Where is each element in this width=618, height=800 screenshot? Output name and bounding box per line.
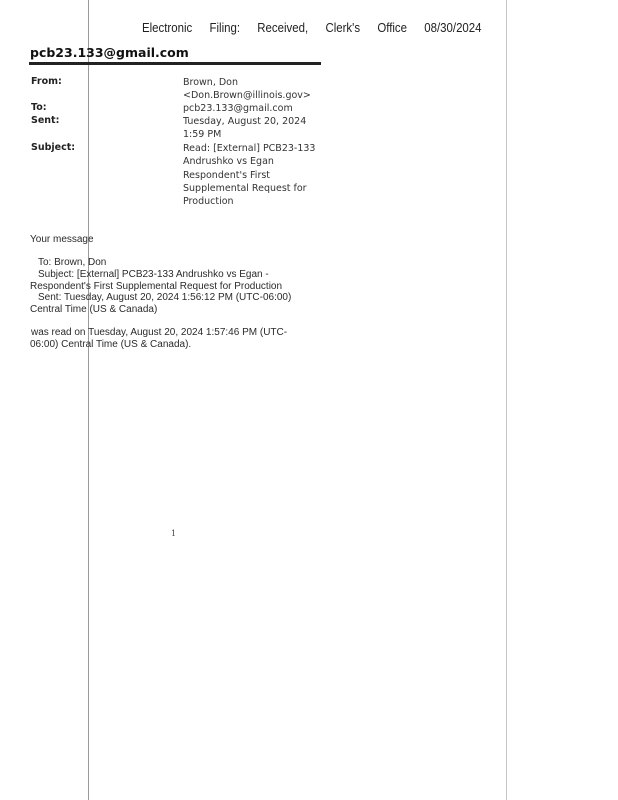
stamp-date: 08/30/2024 [424,20,482,35]
sent-value: Tuesday, August 20, 2024 1:59 PM [183,116,307,141]
stamp-word: Received, [257,20,309,35]
stamp-word: Electronic [142,20,193,35]
stamp-word: Office [377,20,407,35]
message-intro: Your message [30,234,94,245]
message-subject-line: Subject: [External] PCB23-133 Andrushko vs Egan - [38,269,269,280]
subject-label: Subject: [31,142,76,153]
message-subject-line: Respondent's First Supplemental Request for Production [30,281,283,292]
from-label: From: [31,76,62,87]
page-number: 1 [171,529,177,538]
subject-value: Read: [External] PCB23-133 Andrushko vs Egan Respondent's First Supplemental Request for Production [183,143,316,208]
message-to-line: To: Brown, Don [38,257,107,268]
scan-artifact-line-left [88,0,89,800]
account-email: pcb23.133@gmail.com [30,45,189,60]
sent-label: Sent: [31,115,60,126]
filing-stamp [142,20,496,35]
to-label: To: [31,102,47,113]
message-sent-line: Sent: Tuesday, August 20, 2024 1:56:12 PM (UTC-06:00) [38,292,292,303]
message-read-line: was read on Tuesday, August 20, 2024 1:57:46 PM (UTC- [31,327,288,338]
stamp-word: Clerk's [325,20,361,35]
from-value: Brown, Don <Don.Brown@illinois.gov> [183,77,311,102]
stamp-word: Filing: [209,20,241,35]
scan-artifact-line-right [506,0,507,800]
message-sent-line: Central Time (US & Canada) [30,304,158,315]
to-value: pcb23.133@gmail.com [183,103,293,114]
message-read-line: 06:00) Central Time (US & Canada). [30,339,192,350]
account-divider [29,62,321,65]
